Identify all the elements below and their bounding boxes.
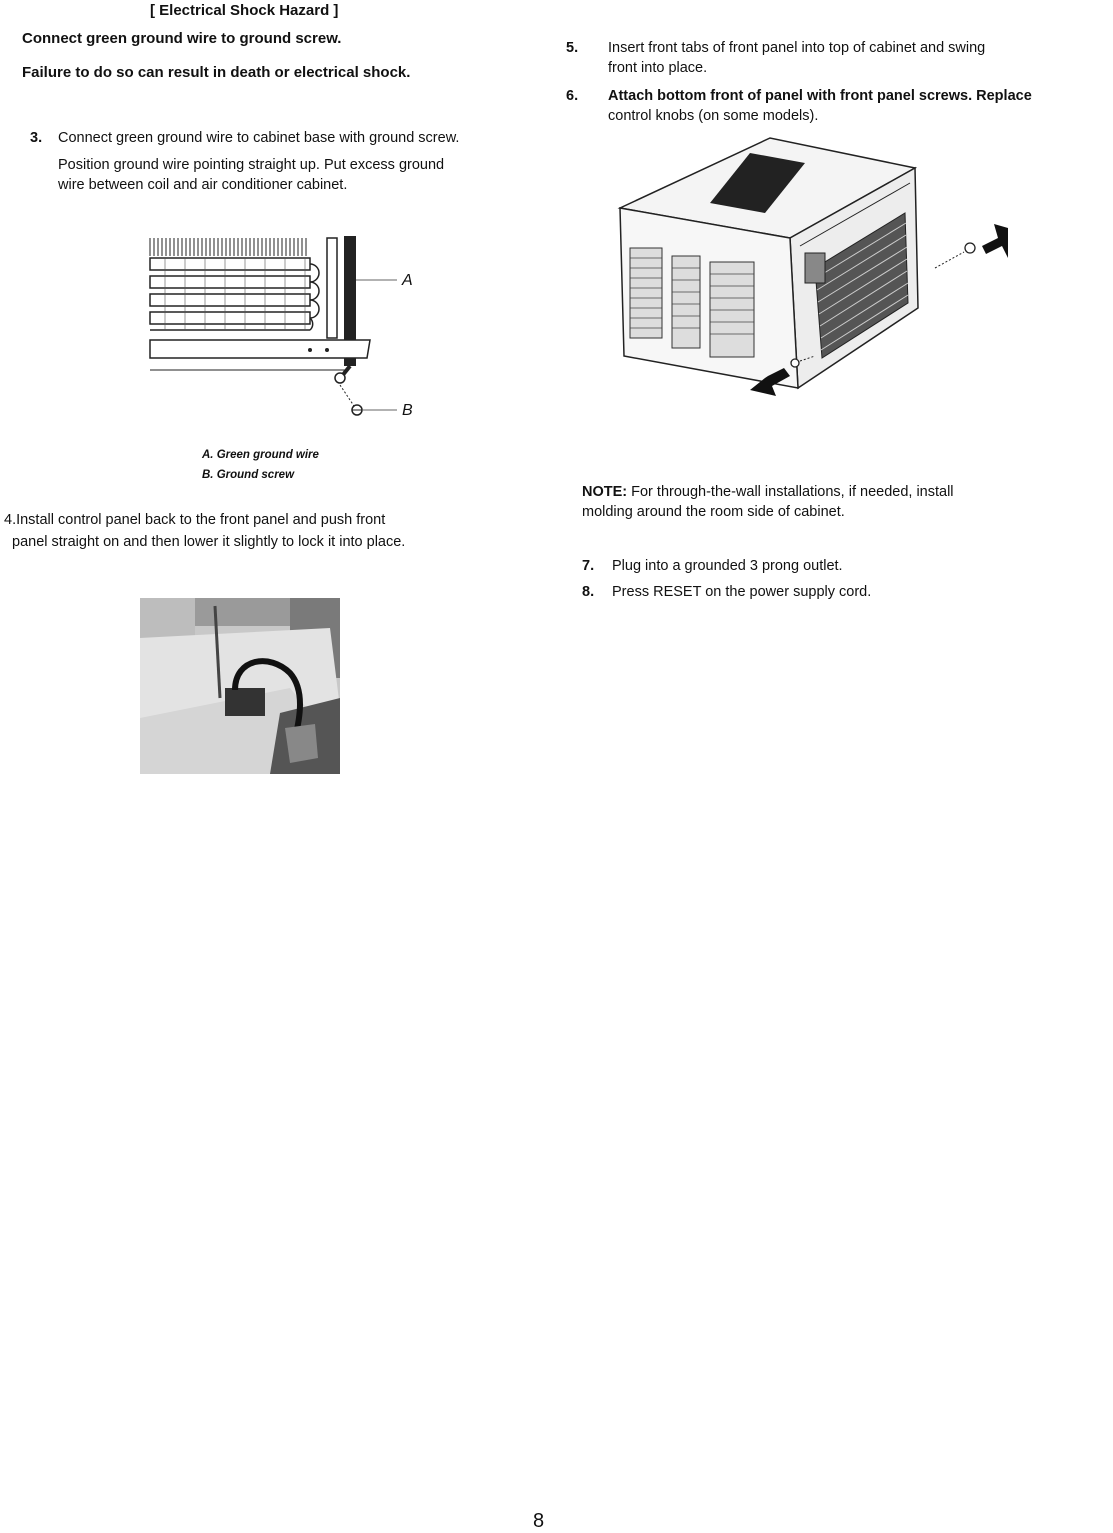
note-label: NOTE: [582, 484, 628, 500]
step-7-text: Plug into a grounded 3 prong outlet. [612, 558, 843, 574]
air-conditioner-diagram [600, 128, 1020, 410]
step-3-line-2: Position ground wire pointing straight up. Put excess ground [58, 157, 445, 173]
step-6-line-2: control knobs (on some models). [608, 108, 819, 124]
caption-ground-screw: B. Ground screw [202, 469, 295, 481]
hazard-title: [ Electrical Shock Hazard ] [150, 2, 339, 19]
step-5-line-1: Insert front tabs of front panel into top of cabinet and swing [608, 40, 986, 56]
step-4-line-2: panel straight on and then lower it slightly to lock it into place. [12, 534, 406, 550]
step-3-line-3: wire between coil and air conditioner cabinet. [58, 177, 348, 193]
page-number: 8 [533, 1510, 545, 1532]
control-panel-photo [140, 598, 340, 774]
step-4-line-1: 4.Install control panel back to the front panel and push front [4, 512, 386, 528]
step-5-number: 5. [566, 40, 579, 56]
note-line-2: molding around the room side of cabinet. [582, 504, 845, 520]
note-line-1 [582, 482, 954, 502]
warning-line-2: Failure to do so can result in death or electrical shock. [22, 64, 411, 81]
step-3-line-1: Connect green ground wire to cabinet base with ground screw. [58, 130, 460, 146]
step-8-number: 8. [582, 584, 595, 600]
note-text-1: For through-the-wall installations, if needed, install [631, 484, 954, 500]
step-8-text: Press RESET on the power supply cord. [612, 584, 872, 600]
step-6-line-1: Attach bottom front of panel with front panel screws. Replace [608, 88, 1032, 104]
step-6-number: 6. [566, 88, 579, 104]
callout-b: B [402, 402, 413, 419]
caption-green-ground-wire: A. Green ground wire [202, 449, 319, 461]
step-7-number: 7. [582, 558, 595, 574]
ground-wire-diagram [145, 228, 425, 438]
warning-line-1: Connect green ground wire to ground screw. [22, 30, 342, 47]
callout-a: A [402, 272, 413, 289]
step-5-line-2: front into place. [608, 60, 708, 76]
step-3-number: 3. [30, 130, 43, 146]
